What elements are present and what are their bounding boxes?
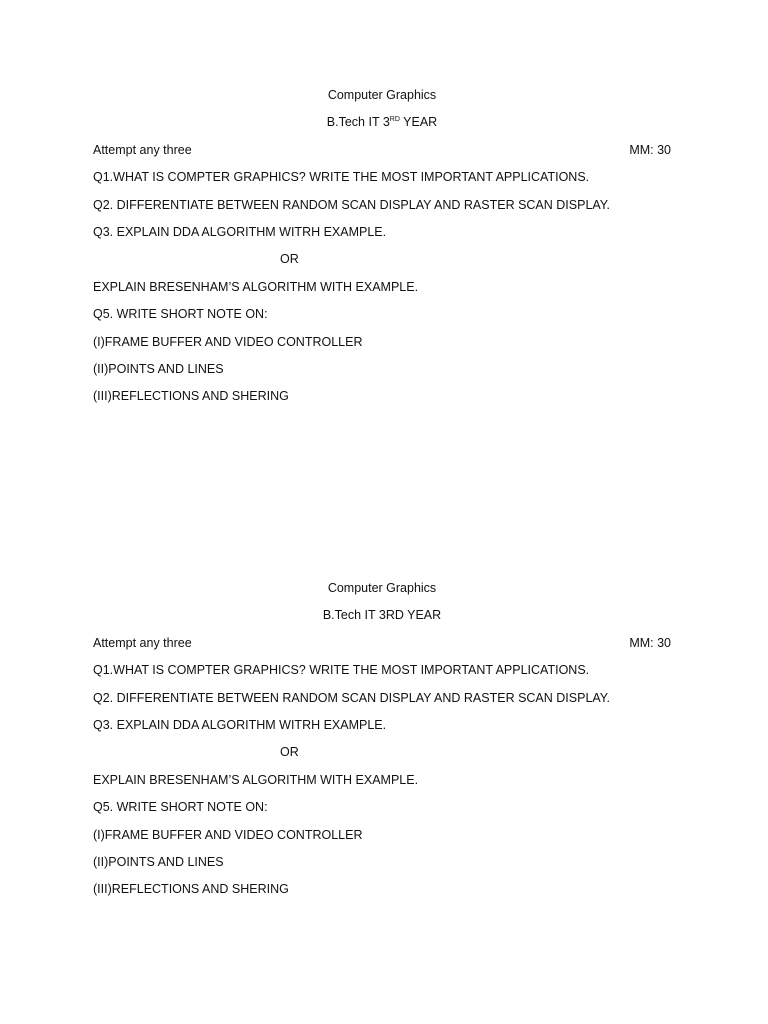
question-1: Q1.WHAT IS COMPTER GRAPHICS? WRITE THE MOST IMPORTANT APPLICATIONS.: [93, 170, 590, 185]
question-1: Q1.WHAT IS COMPTER GRAPHICS? WRITE THE MOST IMPORTANT APPLICATIONS.: [93, 663, 590, 678]
question-5-item: (I)FRAME BUFFER AND VIDEO CONTROLLER: [93, 827, 363, 842]
instruction-row: [93, 142, 671, 169]
or-separator: OR: [280, 252, 299, 267]
paper-subtitle: [93, 114, 671, 141]
max-marks: MM: 30: [629, 142, 671, 157]
question-3: Q3. EXPLAIN DDA ALGORITHM WITRH EXAMPLE.: [93, 717, 387, 732]
question-3-alternative: EXPLAIN BRESENHAM’S ALGORITHM WITH EXAMPLE.: [93, 279, 419, 294]
or-separator: OR: [280, 745, 299, 760]
instruction-row: [93, 635, 671, 662]
question-5-item: (III)REFLECTIONS AND SHERING: [93, 882, 289, 897]
paper-title: Computer Graphics: [327, 581, 437, 595]
paper-subtitle: B.Tech IT 3RD YEAR: [322, 608, 442, 623]
subtitle-superscript: RD: [389, 116, 400, 124]
max-marks: MM: 30: [629, 635, 671, 650]
paper-title: Computer Graphics: [327, 88, 437, 102]
question-5: Q5. WRITE SHORT NOTE ON:: [93, 800, 268, 815]
subtitle-suffix: YEAR: [399, 115, 438, 130]
question-3: Q3. EXPLAIN DDA ALGORITHM WITRH EXAMPLE.: [93, 224, 387, 239]
question-5-item: (II)POINTS AND LINES: [93, 361, 224, 376]
question-3-alternative: EXPLAIN BRESENHAM’S ALGORITHM WITH EXAMPLE.: [93, 772, 419, 787]
instruction-text: Attempt any three: [93, 142, 192, 157]
question-5-item: (II)POINTS AND LINES: [93, 854, 224, 869]
question-5-item: (I)FRAME BUFFER AND VIDEO CONTROLLER: [93, 334, 363, 349]
question-5-item: (III)REFLECTIONS AND SHERING: [93, 389, 289, 404]
subtitle-prefix: B.Tech IT 3: [326, 115, 390, 130]
question-paper-2: [93, 580, 671, 909]
instruction-text: Attempt any three: [93, 635, 192, 650]
question-paper-1: [93, 87, 671, 416]
question-2: Q2. DIFFERENTIATE BETWEEN RANDOM SCAN DISPLAY AND RASTER SCAN DISPLAY.: [93, 690, 611, 705]
question-2: Q2. DIFFERENTIATE BETWEEN RANDOM SCAN DISPLAY AND RASTER SCAN DISPLAY.: [93, 197, 611, 212]
question-5: Q5. WRITE SHORT NOTE ON:: [93, 307, 268, 322]
